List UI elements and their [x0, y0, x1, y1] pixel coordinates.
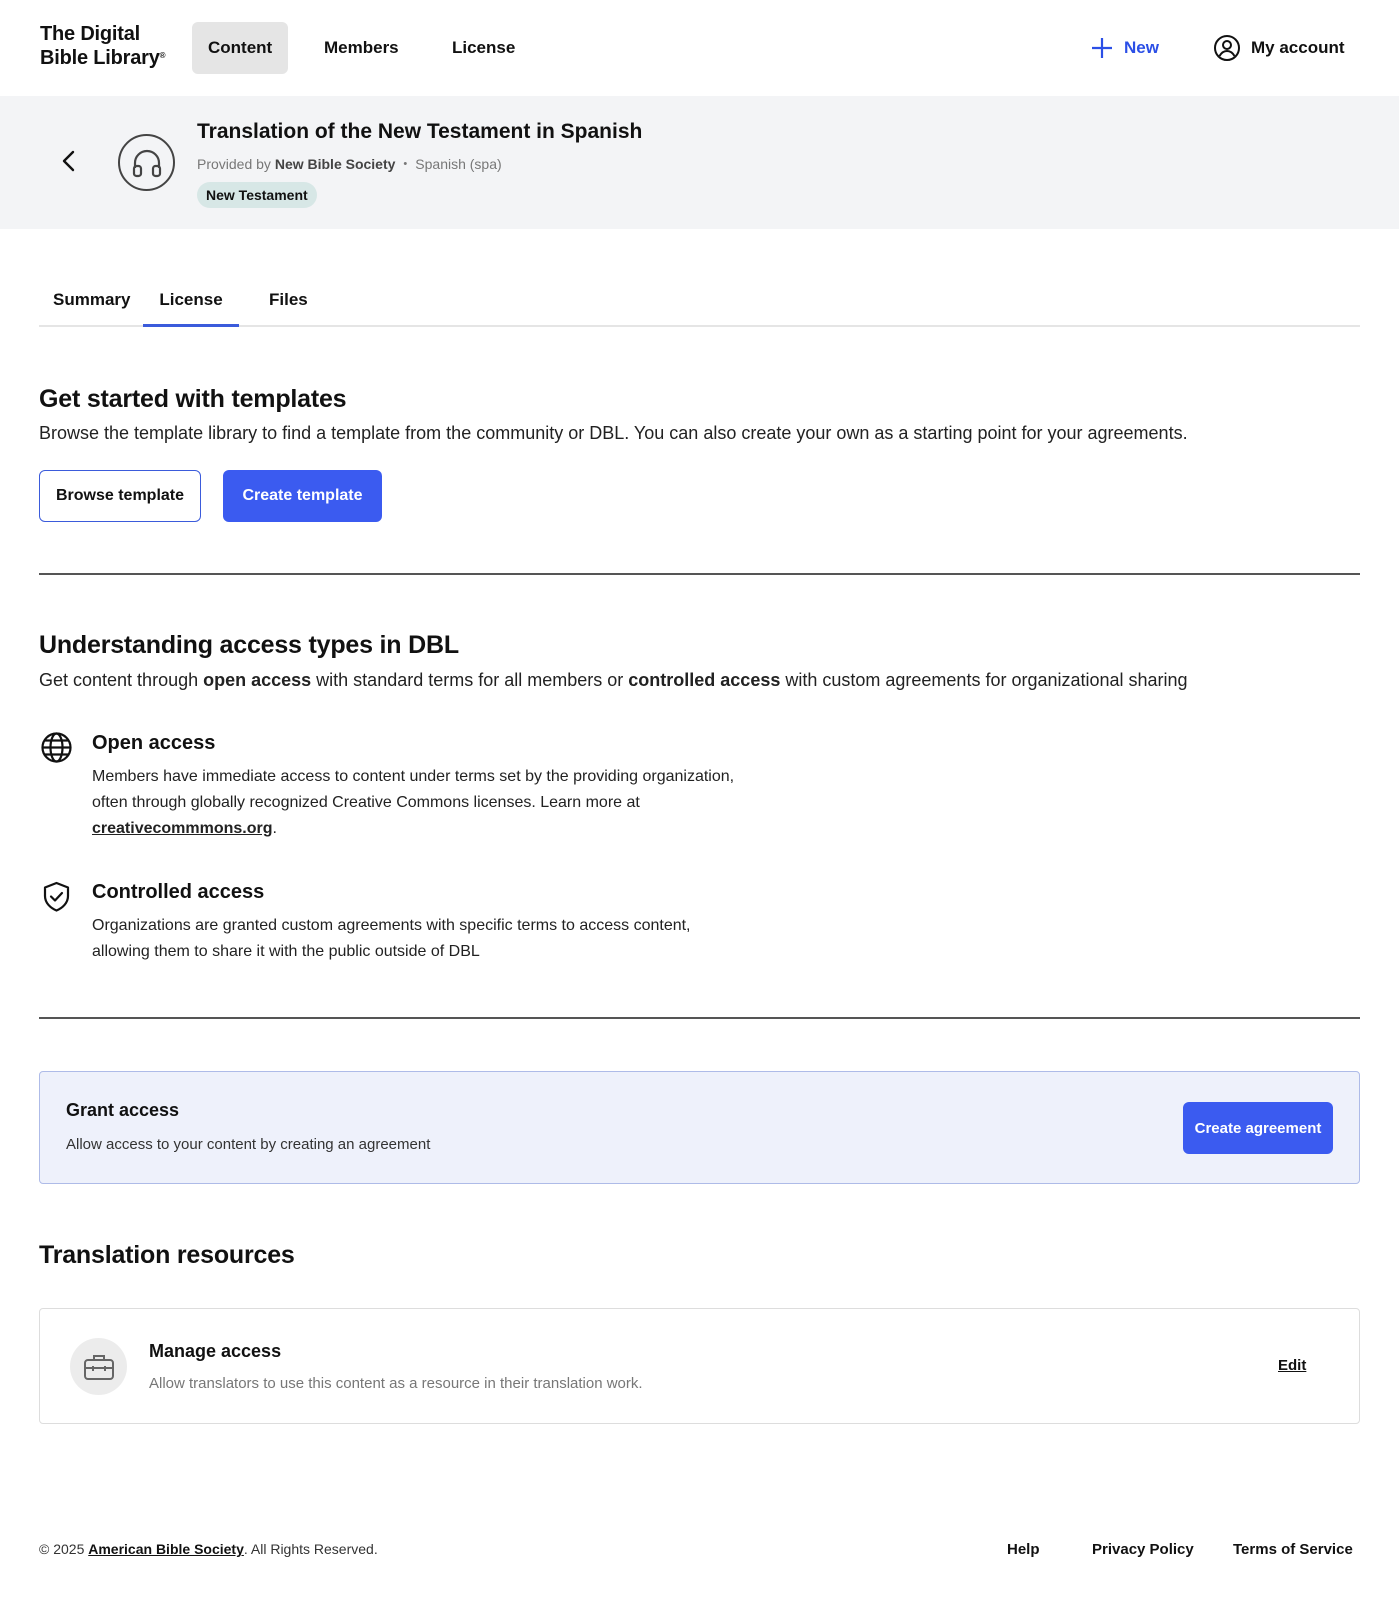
top-navigation-bar: [0, 0, 1399, 96]
globe-icon: [40, 731, 73, 764]
registered-mark: ®: [159, 51, 166, 60]
grant-access-title: Grant access: [66, 1100, 180, 1120]
my-account-label: My account: [1251, 38, 1345, 57]
footer-privacy-link[interactable]: Privacy Policy: [1092, 1541, 1194, 1558]
nav-members[interactable]: Members: [324, 38, 399, 57]
browse-template-button[interactable]: Browse template: [39, 470, 201, 522]
copyright-suffix: . All Rights Reserved.: [243, 1541, 378, 1557]
manage-access-title: Manage access: [149, 1341, 282, 1361]
provided-by-prefix: Provided by: [197, 156, 271, 172]
logo-line-2: Bible Library: [40, 47, 160, 69]
content-title: Translation of the New Testament in Spanish: [197, 120, 643, 143]
headphones-icon: [130, 146, 164, 180]
access-types-heading: Understanding access types in DBL: [39, 631, 459, 659]
access-types-intro: [39, 670, 1188, 691]
new-button[interactable]: [1090, 32, 1159, 64]
toolbox-avatar: [70, 1338, 127, 1395]
edit-link[interactable]: Edit: [1278, 1357, 1307, 1374]
nav-content[interactable]: Content: [192, 22, 288, 74]
tab-license[interactable]: License: [143, 275, 239, 327]
footer-help-link[interactable]: Help: [1007, 1541, 1040, 1558]
tab-files[interactable]: Files: [269, 290, 308, 309]
translation-resources-heading: Translation resources: [39, 1241, 295, 1269]
provider-name: New Bible Society: [274, 156, 396, 172]
content-language: Spanish (spa): [415, 156, 502, 172]
copyright-prefix: © 2025: [39, 1541, 89, 1557]
testament-badge: New Testament: [197, 182, 317, 208]
templates-heading: Get started with templates: [39, 385, 347, 413]
creative-commons-link[interactable]: creativecommmons.org: [92, 820, 273, 837]
footer-terms-link[interactable]: Terms of Service: [1233, 1541, 1353, 1558]
intro-text: with standard terms for all members or: [311, 670, 629, 690]
copyright: [39, 1541, 378, 1557]
intro-controlled-access: controlled access: [628, 670, 781, 690]
open-access-text-end: .: [272, 820, 277, 837]
nav-license[interactable]: License: [452, 38, 516, 57]
controlled-access-description: Organizations are granted custom agreements with specific terms to access content, allowing them to share it with the public outside of DBL: [92, 917, 691, 960]
american-bible-society-link[interactable]: American Bible Society: [88, 1541, 244, 1557]
plus-icon: [1090, 36, 1114, 60]
meta-separator: •: [403, 158, 408, 170]
audio-content-avatar: [118, 134, 175, 191]
shield-check-icon: [40, 880, 73, 913]
toolbox-icon: [82, 1352, 116, 1382]
site-logo[interactable]: [40, 22, 165, 70]
open-access-text: Members have immediate access to content under terms set by the providing organization, often through globally recognized Creative Commons licenses. Learn more at: [92, 768, 735, 811]
logo-line-1: The Digital: [40, 23, 141, 45]
create-agreement-button[interactable]: Create agreement: [1183, 1102, 1333, 1154]
back-arrow-icon[interactable]: [58, 148, 80, 174]
create-template-button[interactable]: Create template: [223, 470, 382, 522]
intro-text: Get content through: [39, 670, 204, 690]
grant-access-description: Allow access to your content by creating an agreement: [66, 1136, 431, 1153]
intro-text: with custom agreements for organizational sharing: [780, 670, 1188, 690]
section-divider: [39, 1017, 1360, 1019]
section-divider: [39, 573, 1360, 575]
templates-description: Browse the template library to find a template from the community or DBL. You can also create your own as a starting point for your agreements.: [39, 423, 1188, 443]
grant-access-panel: [39, 1071, 1360, 1184]
my-account-button[interactable]: [1213, 32, 1345, 64]
intro-open-access: open access: [203, 670, 312, 690]
content-meta: [197, 156, 502, 172]
content-tabs: [39, 275, 1360, 327]
manage-access-card: [39, 1308, 1360, 1424]
user-circle-icon: [1213, 34, 1241, 62]
new-label: New: [1124, 38, 1159, 57]
open-access-description: [92, 764, 752, 842]
manage-access-description: Allow translators to use this content as a resource in their translation work.: [149, 1375, 643, 1392]
open-access-title: Open access: [92, 732, 216, 754]
content-header: [0, 96, 1399, 229]
controlled-access-title: Controlled access: [92, 881, 265, 903]
tab-summary[interactable]: Summary: [53, 290, 131, 309]
